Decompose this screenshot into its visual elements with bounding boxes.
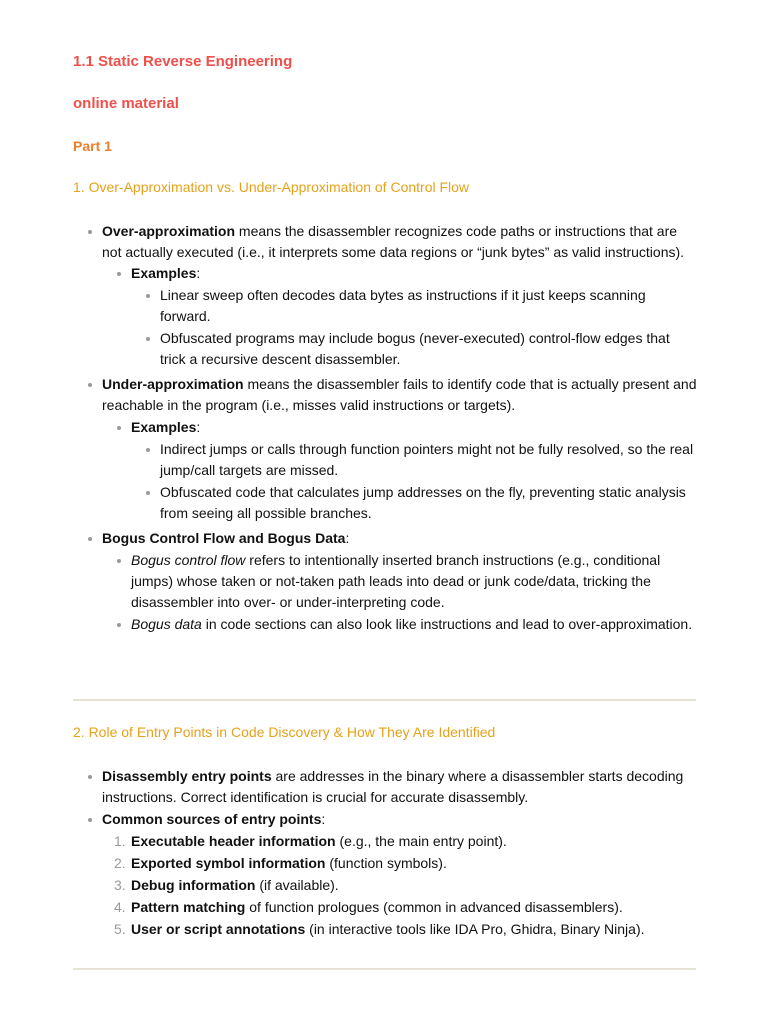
section-divider [73,699,696,701]
examples-list [131,439,698,524]
list-item: Bogus data in code sections can also look like instructions and lead to over-approximation. [102,614,698,635]
section2-list [73,766,698,940]
list-item: 5. User or script annotations (in interactive tools like IDA Pro, Ghidra, Binary Ninja). [114,921,645,937]
list-item-entry-points: Disassembly entry points are addresses in the binary where a disassembler starts decoding instructions. Correct identification is crucial for accurate disassembly. [73,766,698,808]
term-bogus-data-em: Bogus data [131,616,202,632]
term-bogus-control-flow: Bogus Control Flow and Bogus Data [102,530,346,546]
list-item: Linear sweep often decodes data bytes as instructions if it just keeps scanning forward. [131,285,698,327]
examples-label: Examples [131,265,197,281]
list-item: 2. Exported symbol information (function symbols). [114,855,447,871]
page-title: 1.1 Static Reverse Engineering [73,53,293,70]
over-approximation-text: means the disassembler recognizes code paths or instructions that are not actually executed (i.e., it interprets some data regions or “junk bytes” as valid instructions). [102,223,685,260]
list-item-examples: Examples: Linear sweep often decodes data bytes as instructions if it just keeps scanning forward. Obfuscated programs may include bogus (never-executed) control-flow edges that trick a recursive descent disassembler. [102,263,698,370]
list-item: 3. Debug information (if available). [114,877,339,893]
section1-body [73,221,698,635]
list-item-examples: Examples: Indirect jumps or calls through function pointers might not be fully resolved, so the real jump/call targets are missed. Obfuscated code that calculates jump addresses on the fly, preventing static analysis from seeing all possible branches. [102,417,698,524]
term-entry-points: Disassembly entry points [102,768,272,784]
list-item: 4. Pattern matching of function prologues (common in advanced disassemblers). [114,899,623,915]
list-item-bogus: Bogus Control Flow and Bogus Data: Bogus control flow refers to intentionally inserted branch instructions (e.g., conditional jumps) whose taken or not-taken path leads into dead or junk code/data, tricking the disassembler into over- or under-interpreting code. Bogus data in code sections can also look like instructions and lead to over-approximation. [73,528,698,635]
examples-label: Examples [131,419,197,435]
under-approximation-text: means the disassembler fails to identify code that is actually present and reachable in the program (i.e., misses valid instructions or targets). [102,376,697,413]
bogus-list [102,550,698,635]
examples-list [131,285,698,370]
list-item: 1. Executable header information (e.g., the main entry point). [114,833,507,849]
list-item-under-approximation [73,374,698,524]
online-material-heading: online material [73,95,179,112]
over-examples-list [102,263,698,370]
term-over-approximation: Over-approximation [102,223,236,239]
under-examples-list [102,417,698,524]
list-item-over-approximation [73,221,698,370]
section2-body [73,766,698,940]
term-bogus-control-flow-em: Bogus control flow [131,552,246,568]
section2-heading: 2. Role of Entry Points in Code Discovery & How They Are Identified [73,724,496,740]
section-divider [73,968,696,970]
term-common-sources: Common sources of entry points [102,811,322,827]
list-item: Indirect jumps or calls through function pointers might not be fully resolved, so the real jump/call targets are missed. [131,439,698,481]
list-item: Obfuscated code that calculates jump addresses on the fly, preventing static analysis from seeing all possible branches. [131,482,698,524]
section1-list [73,221,698,635]
sources-ordered-list [102,831,698,940]
section1-heading: 1. Over-Approximation vs. Under-Approximation of Control Flow [73,179,470,195]
list-item: Obfuscated programs may include bogus (never-executed) control-flow edges that trick a recursive descent disassembler. [131,328,698,370]
term-under-approximation: Under-approximation [102,376,244,392]
list-item-common-sources: Common sources of entry points: 1. Executable header information (e.g., the main entry point). 2. Exported symbol information (function symbols). 3. Debug information (if available). 4. Pattern matching of function prologues (common in advanced disassemblers). 5. User or script annotations (in interactive tools like IDA Pro, Ghidra, Binary Ninja). [73,809,698,940]
part-heading: Part 1 [73,138,112,154]
list-item: Bogus control flow refers to intentionally inserted branch instructions (e.g., conditional jumps) whose taken or not-taken path leads into dead or junk code/data, tricking the disassembler into over- or under-interpreting code. [102,550,698,613]
